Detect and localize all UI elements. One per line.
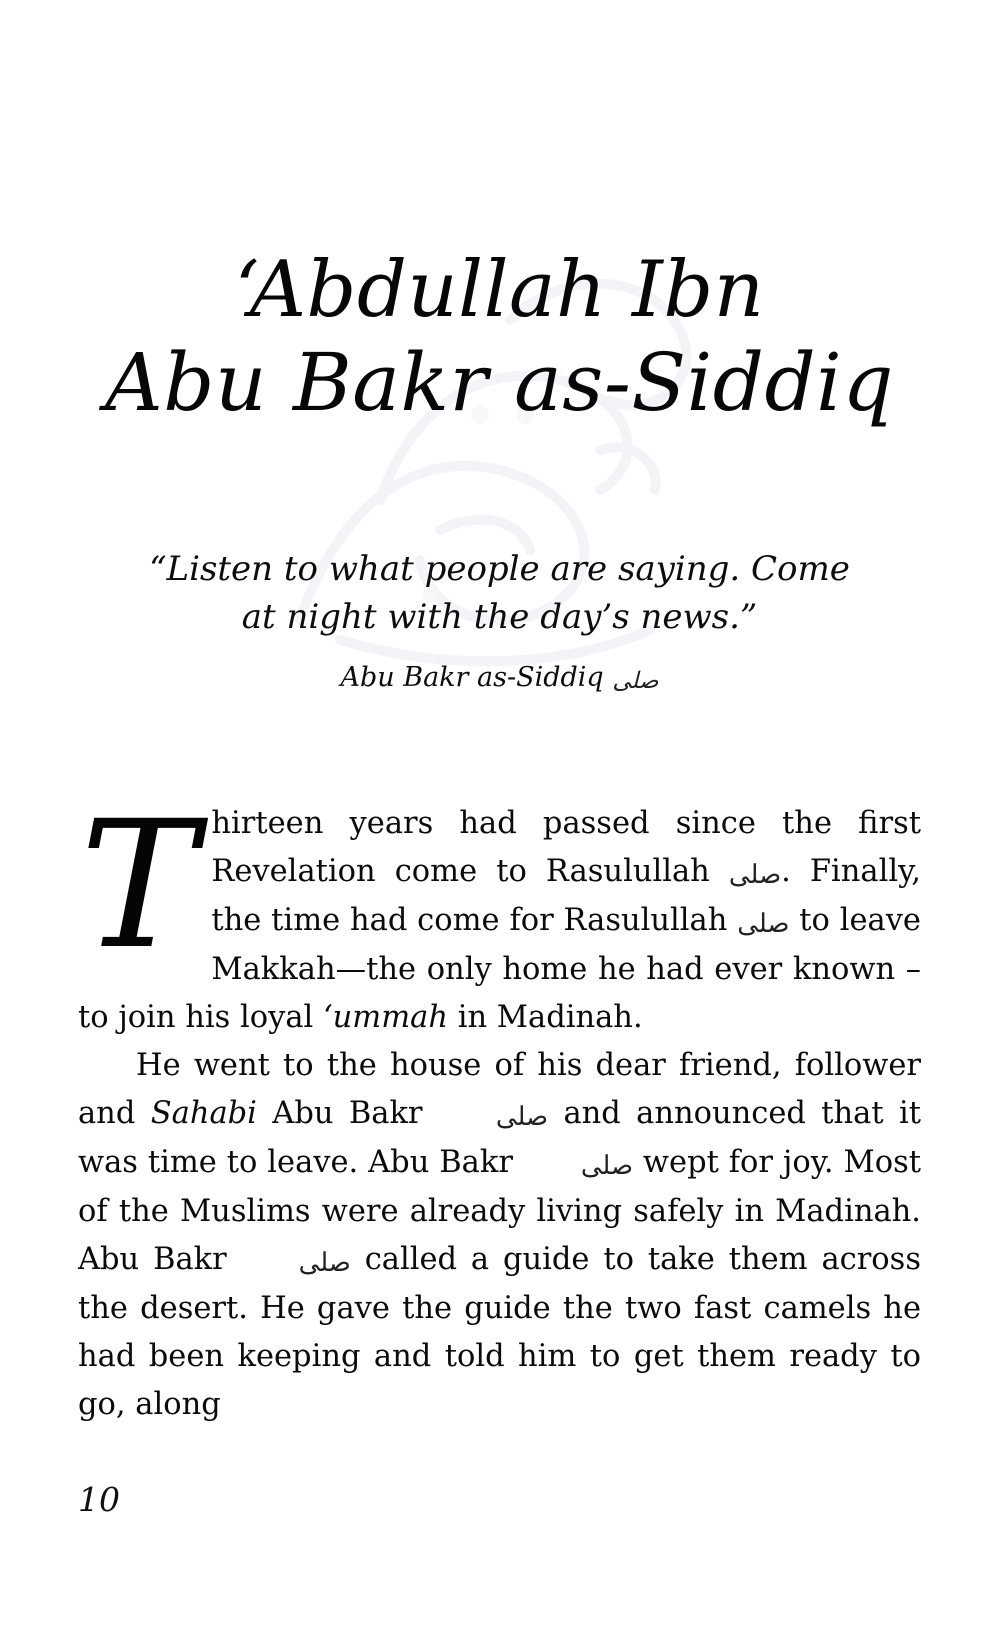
paragraph-2-part-a: He went to the house of his dear friend, follower and bbox=[78, 1048, 921, 1131]
honorific-glyph-icon: صلى bbox=[580, 1151, 633, 1181]
paragraph-2-italic-term: Sahabi bbox=[150, 1096, 257, 1131]
paragraph-2 bbox=[78, 1042, 921, 1429]
body-text bbox=[78, 783, 922, 1429]
paragraph-1-italic-term: ʻummah bbox=[322, 1000, 448, 1035]
paragraph-2-part-b: Abu Bakr bbox=[272, 1096, 423, 1131]
honorific-glyph-icon: صلى bbox=[612, 667, 659, 694]
honorific-glyph-icon: صلى bbox=[495, 1102, 549, 1132]
honorific-glyph-icon: صلى bbox=[728, 860, 782, 890]
epigraph-attribution-name: Abu Bakr as-Siddiq bbox=[340, 661, 604, 693]
epigraph-block bbox=[0, 545, 999, 693]
chapter-title-line-1: ʻAbdullah Ibn bbox=[234, 245, 765, 335]
honorific-glyph-icon: صلى bbox=[298, 1248, 351, 1278]
chapter-title-line-2: Abu Bakr as-Siddiq bbox=[105, 336, 894, 430]
honorific-glyph-icon: صلى bbox=[737, 909, 790, 939]
paragraph-2-part-d: wept for joy. Most of the Muslims were already living safely in Madinah. Abu Bakr bbox=[78, 1145, 922, 1277]
epigraph-line-2: at night with the day’s news.” bbox=[241, 597, 758, 638]
chapter-title bbox=[0, 245, 999, 430]
paragraph-1-part-b: . Finally, the time had come for Rasulullah bbox=[211, 854, 921, 938]
page-number: 10 bbox=[78, 1480, 120, 1519]
epigraph-attribution bbox=[0, 662, 999, 693]
paragraph-2-part-e: called a guide to take them across the desert. He gave the guide the two fast camels he had been keeping and told him to get them ready to go, along bbox=[78, 1242, 921, 1422]
epigraph-line-1: “Listen to what people are saying. Come bbox=[149, 549, 850, 589]
paragraph-1-part-a: hirteen years had passed since the first Revelation come to Rasulullah bbox=[211, 806, 921, 889]
paragraph-1-part-c: to leave Makkah—the only home he had ever known – to join his loyal bbox=[78, 903, 921, 1035]
paragraph-2-part-c: and announced that it was time to leave. Abu Bakr bbox=[78, 1096, 921, 1180]
drop-cap: T bbox=[80, 783, 198, 988]
paragraph-1 bbox=[78, 783, 921, 1042]
paragraph-1-part-d: in Madinah. bbox=[457, 1000, 643, 1035]
